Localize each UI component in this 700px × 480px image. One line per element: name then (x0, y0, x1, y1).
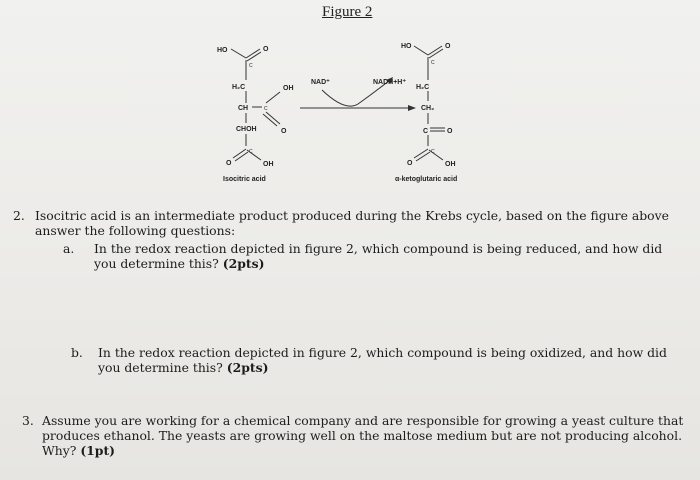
isocitrate-bottom-c: C (249, 149, 253, 155)
ketoglutarate-bottom-c: C (431, 149, 435, 155)
question-2a-label: a. (63, 241, 75, 256)
isocitrate-top-ho: HO (217, 47, 228, 54)
reaction-arrow-group (300, 77, 416, 111)
question-2a-line-2: you determine this? (94, 256, 219, 271)
arrow-head-icon (408, 105, 416, 111)
isocitrate-bottom-o: O (226, 160, 232, 167)
ketoglutarate-top-ho: HO (401, 43, 412, 50)
isocitric-acid-structure (217, 46, 294, 183)
question-3 (22, 413, 698, 463)
question-2 (13, 208, 693, 288)
question-3-points: (1pt) (80, 443, 116, 458)
isocitrate-ch2: H₂C (232, 84, 246, 91)
nadh-label: NADH+H⁺ (373, 79, 407, 86)
nad-label: NAD⁺ (311, 79, 330, 86)
question-2b-points: (2pts) (226, 360, 269, 375)
ketoglutarate-bottom-oh: OH (445, 161, 456, 168)
question-3-number: 3. (22, 413, 34, 428)
ketoglutarate-bottom-o: O (407, 160, 413, 167)
question-2b-line-1: In the redox reaction depicted in figure 2, which compound is being oxidized, and how did (98, 345, 667, 360)
question-3-line-3: Why? (42, 443, 77, 458)
isocitrate-bottom-oh: OH (263, 161, 274, 168)
question-3-line-2: produces ethanol. The yeasts are growing well on the maltose medium but are not producing alcohol. (42, 428, 683, 443)
ketoglutarate-keto-o: O (447, 128, 453, 135)
question-2b (13, 345, 693, 379)
ketoglutarate-top-o: O (445, 43, 451, 50)
isocitrate-choh: CHOH (236, 126, 257, 133)
isocitrate-caption: Isocitric acid (223, 176, 266, 183)
question-2-number: 2. (13, 208, 25, 223)
isocitrate-o-right: O (281, 128, 287, 135)
isocitrate-ch: CH (238, 105, 249, 112)
question-3-line-1: Assume you are working for a chemical company and are responsible for growing a yeast culture that (42, 413, 684, 428)
ketoglutarate-ch2: CH₂ (421, 105, 435, 112)
question-2a-points: (2pts) (222, 256, 265, 271)
isocitrate-oh-right: OH (283, 85, 294, 92)
figure-title: Figure 2 (322, 4, 373, 20)
ketoglutarate-ch2-top: H₂C (416, 84, 430, 91)
question-2a-line-1: In the redox reaction depicted in figure 2, which compound is being reduced, and how did (94, 241, 663, 256)
isocitrate-ch-c: C (264, 106, 268, 112)
question-2-line-1: Isocitric acid is an intermediate product produced during the Krebs cycle, based on the figure above (35, 208, 669, 223)
ketoglutarate-top-c: C (431, 60, 435, 66)
reaction-diagram (0, 0, 700, 190)
ketoglutarate-caption: α-ketoglutaric acid (395, 176, 458, 183)
ketoglutaric-acid-structure (395, 43, 457, 183)
ketoglutarate-keto-c: C (423, 128, 429, 135)
question-2-line-2: answer the following questions: (35, 223, 236, 238)
question-2b-line-2: you determine this? (98, 360, 223, 375)
isocitrate-top-o: O (263, 46, 269, 53)
question-2b-label: b. (71, 345, 83, 360)
isocitrate-top-c: C (249, 63, 253, 69)
